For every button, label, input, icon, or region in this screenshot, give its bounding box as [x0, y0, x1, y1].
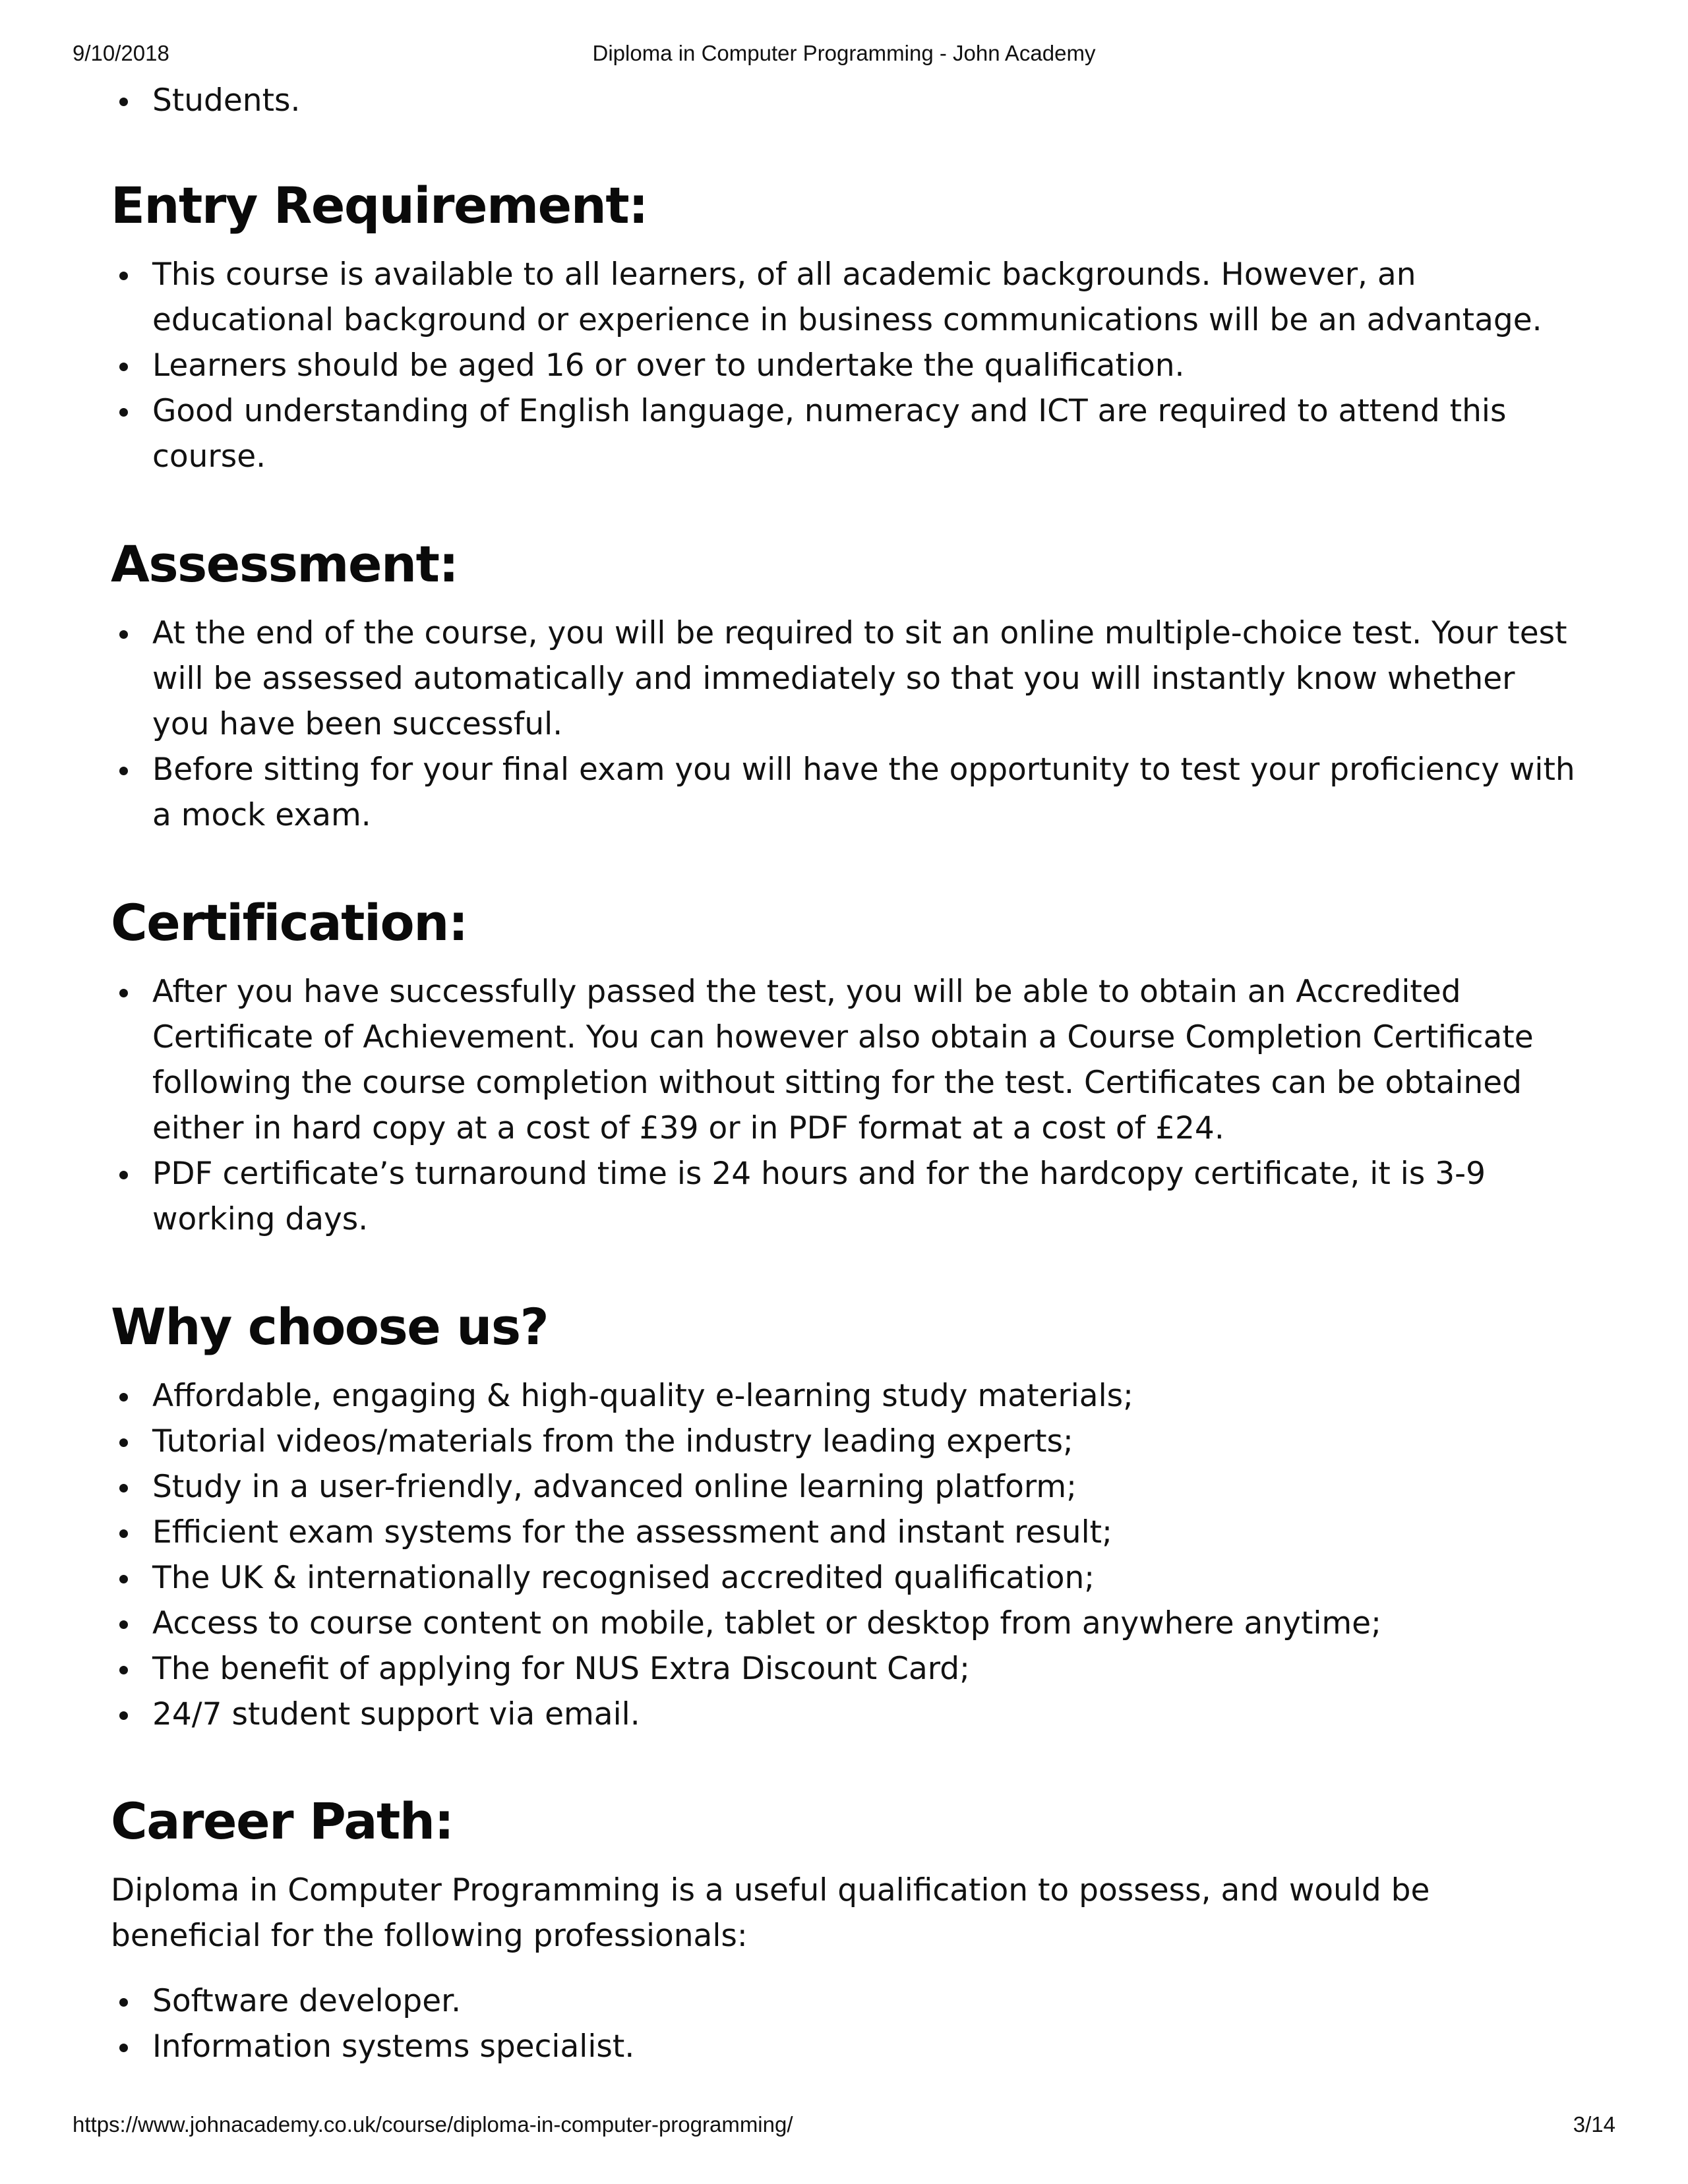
- list-item: Affordable, engaging & high-quality e-learning study materials;: [152, 1373, 1381, 1419]
- print-header: [73, 41, 1615, 70]
- list-item: PDF certificate’s turnaround time is 24 hours and for the hardcopy certificate, it is 3-9 working days.: [152, 1151, 1581, 1242]
- career-path-section: [111, 1788, 1581, 2069]
- list-item: Study in a user-friendly, advanced online learning platform;: [152, 1464, 1381, 1510]
- top-list: [111, 78, 1581, 123]
- list-item: 24/7 student support via email.: [152, 1692, 1381, 1737]
- assessment-section: [111, 531, 1581, 838]
- list-item: Good understanding of English language, numeracy and ICT are required to attend this course.: [152, 388, 1581, 479]
- print-url: https://www.johnacademy.co.uk/course/diploma-in-computer-programming/: [73, 2112, 793, 2137]
- section-heading: Certification:: [111, 893, 467, 952]
- section-heading: Why choose us?: [111, 1297, 549, 1356]
- list-item: This course is available to all learners, of all academic backgrounds. However, an educational background or experience in business communications will be an advantage.: [152, 252, 1581, 343]
- list-item: The UK & internationally recognised accredited qualification;: [152, 1555, 1381, 1601]
- entry-requirement-section: [111, 173, 1581, 479]
- list-item: Information systems specialist.: [152, 2024, 1581, 2069]
- list-item: At the end of the course, you will be required to sit an online multiple-choice test. Your test will be assessed automatically and immediately so that you will instantly know whether you have been successful.: [152, 610, 1581, 747]
- certification-section: [111, 890, 1581, 1242]
- certification-list: [111, 969, 1581, 1242]
- list-item: The benefit of applying for NUS Extra Discount Card;: [152, 1646, 1381, 1692]
- list-item: Efficient exam systems for the assessment and instant result;: [152, 1510, 1381, 1555]
- list-item: Students.: [152, 78, 1581, 123]
- why-choose-us-list: [111, 1373, 1381, 1737]
- why-choose-us-section: [111, 1294, 1381, 1737]
- page-content: [111, 78, 1581, 2065]
- list-item: Software developer.: [152, 1978, 1581, 2024]
- list-item: Tutorial videos/materials from the industry leading experts;: [152, 1419, 1381, 1464]
- section-heading: Career Path:: [111, 1792, 454, 1850]
- career-intro: Diploma in Computer Programming is a useful qualification to possess, and would be beneficial for the following professionals:: [111, 1872, 1430, 1954]
- list-item: Before sitting for your final exam you will have the opportunity to test your proficiency with a mock exam.: [152, 747, 1581, 838]
- print-title: Diploma in Computer Programming - John Academy: [592, 41, 1096, 65]
- list-item: Learners should be aged 16 or over to undertake the qualification.: [152, 343, 1581, 388]
- list-item: After you have successfully passed the test, you will be able to obtain an Accredited Certificate of Achievement. You can however also obtain a Course Completion Certificate following the course completion without sitting for the test. Certificates can be obtained either in hard copy at a cost of £39 or in PDF format at a cost of £24.: [152, 969, 1581, 1151]
- career-path-list: [111, 1978, 1581, 2069]
- section-heading: Entry Requirement:: [111, 176, 648, 235]
- section-heading: Assessment:: [111, 535, 458, 593]
- entry-requirement-list: [111, 252, 1581, 479]
- list-item: Access to course content on mobile, tablet or desktop from anywhere anytime;: [152, 1601, 1381, 1646]
- print-date: 9/10/2018: [73, 41, 169, 65]
- print-footer: [73, 2112, 1615, 2141]
- page-number: 3/14: [1573, 2112, 1615, 2137]
- assessment-list: [111, 610, 1581, 838]
